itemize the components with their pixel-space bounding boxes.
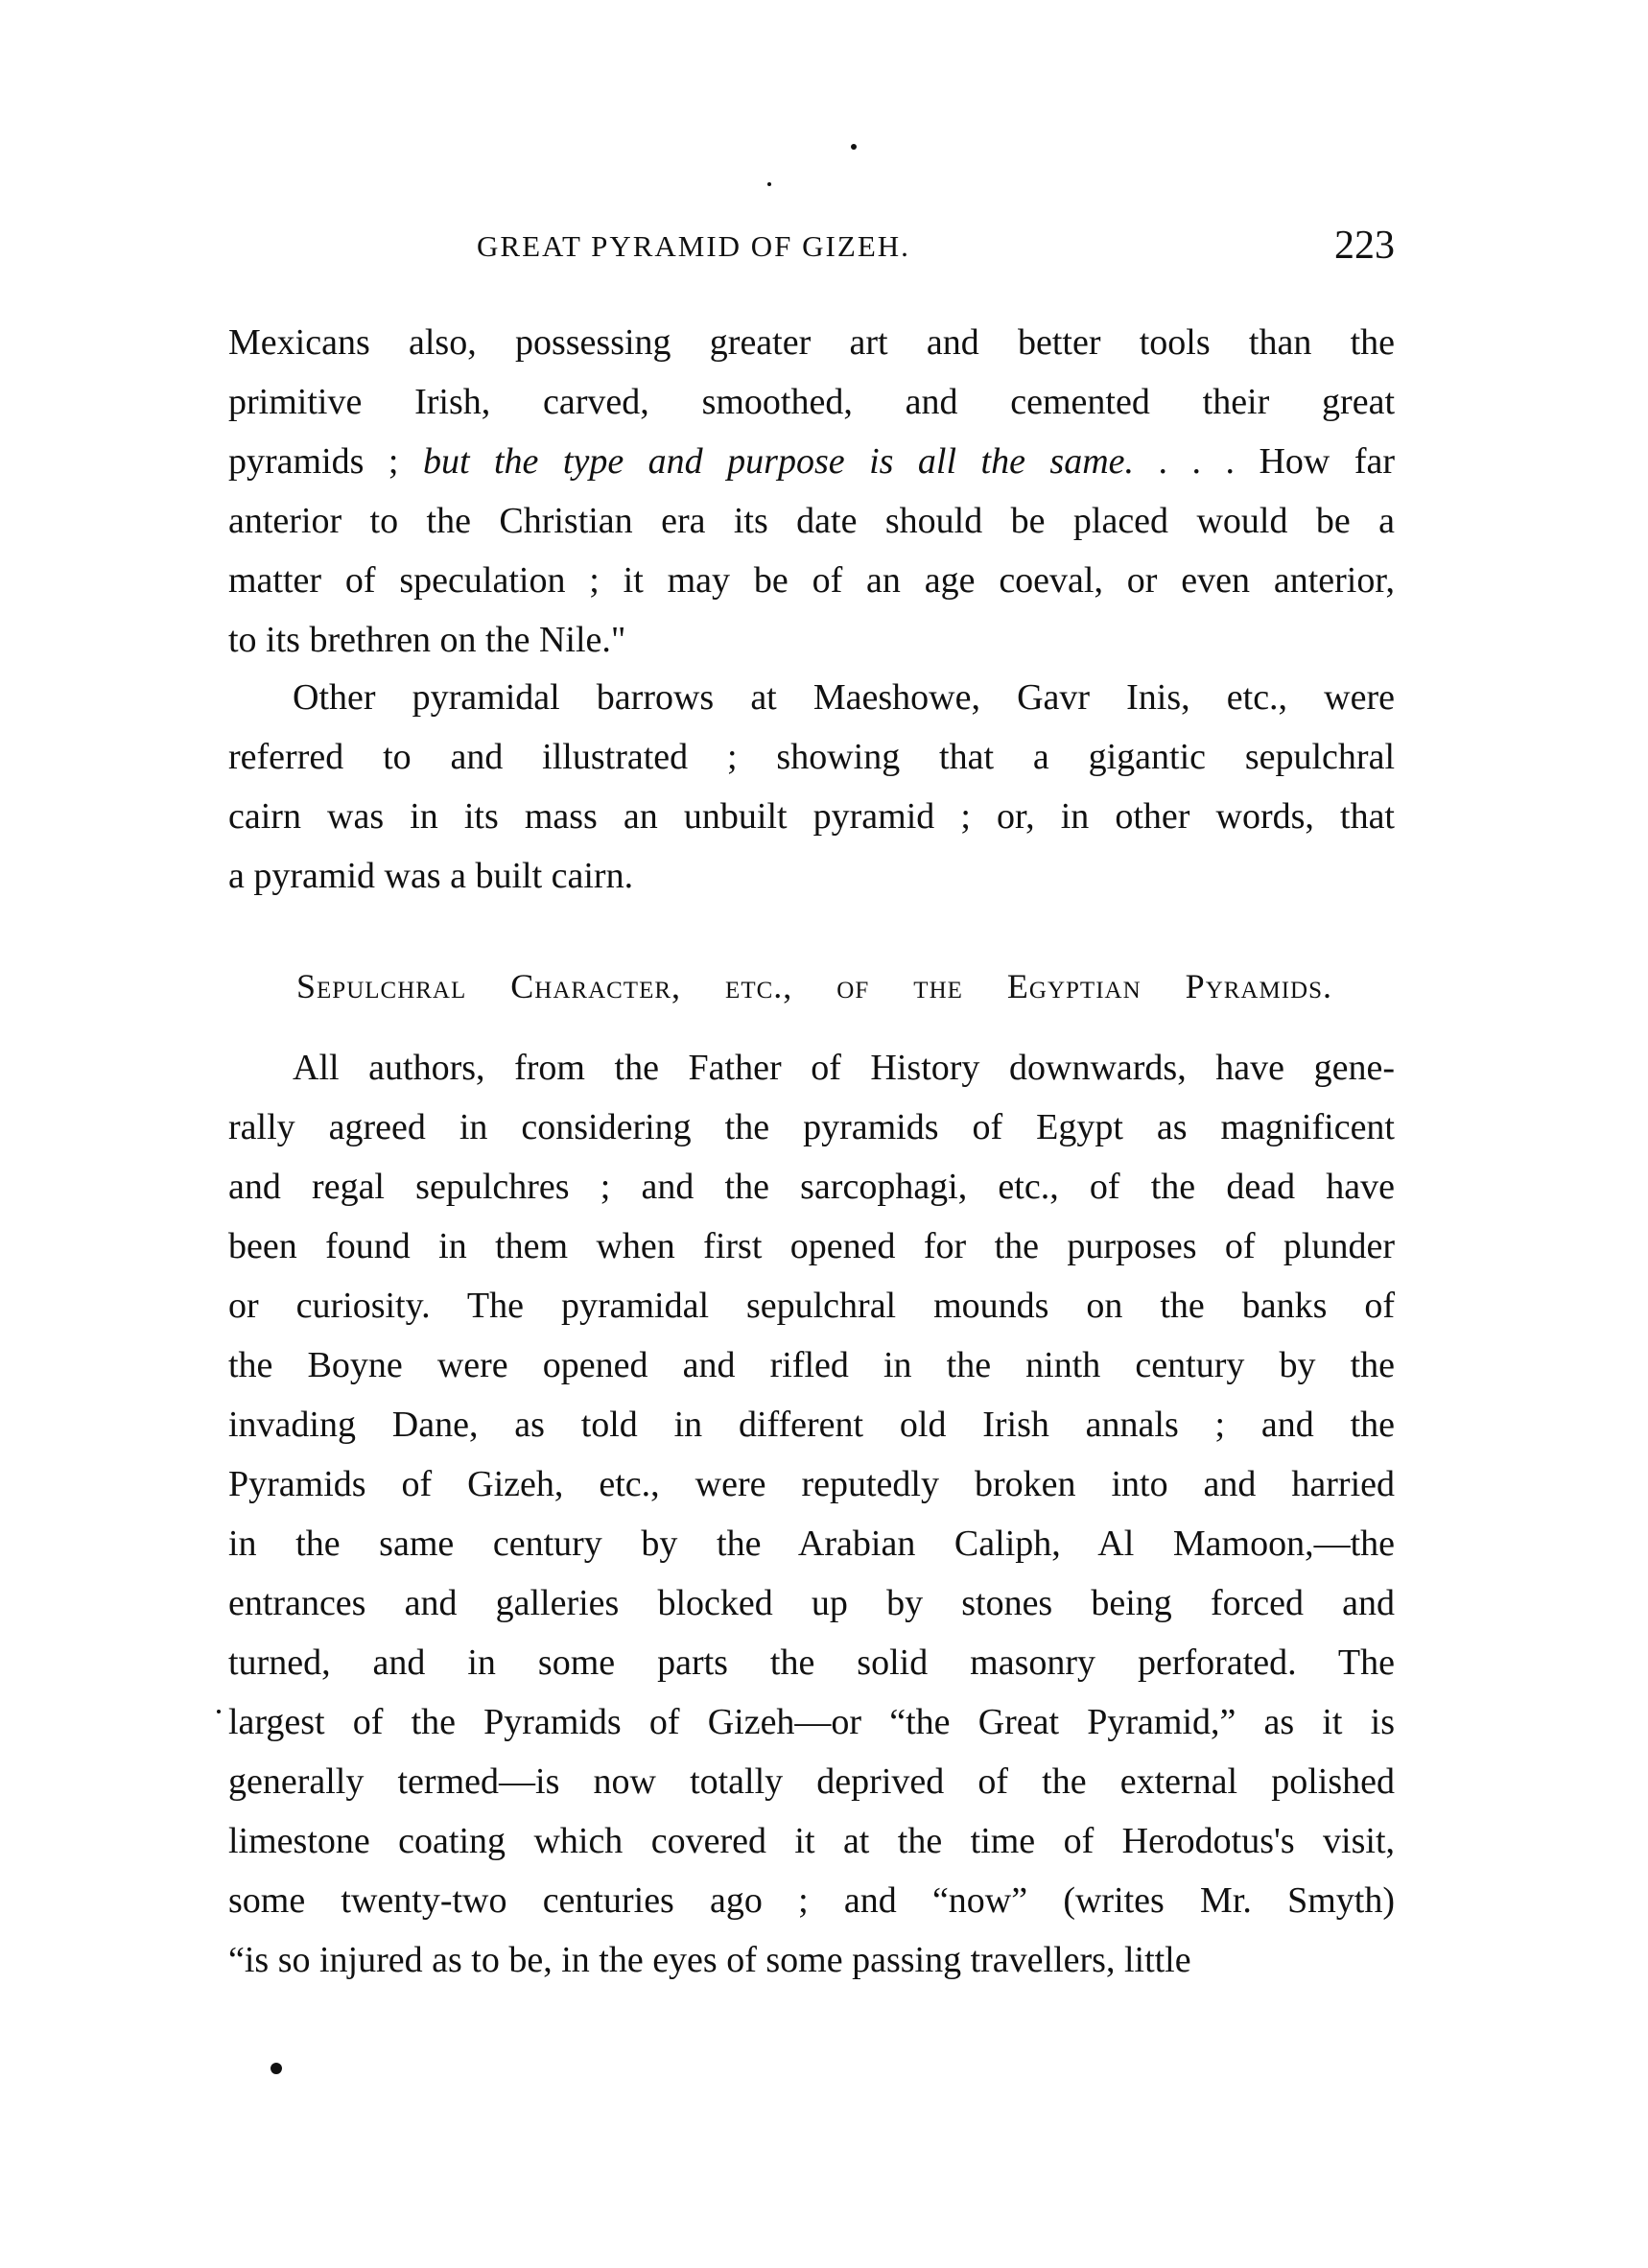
text-line [228,610,1395,670]
text-line [228,1573,1395,1633]
text-run: invading Dane, as told in different old Irish annals ; and the [228,1405,1395,1445]
text-line [228,1871,1395,1930]
ink-speck [217,1710,221,1713]
page-number: 223 [1334,224,1395,268]
text-line [228,1217,1395,1276]
text-run: in the same century by the Arabian Caliph, Al Mamoon,—the [228,1524,1395,1564]
text-line [228,372,1395,432]
text-run: Mexicans also, possessing greater art and better tools than the [228,322,1395,363]
text-run: limestone coating which covered it at the time of Herodotus's visit, [228,1821,1395,1861]
text-line [293,1038,1395,1098]
text-run: turned, and in some parts the solid masonry perforated. The [228,1642,1395,1683]
text-run: and regal sepulchres ; and the sarcophagi, etc., of the dead have [228,1167,1395,1207]
text-line [228,1276,1395,1335]
text-line [228,1157,1395,1217]
text-line [228,1930,1395,1990]
text-line [228,1692,1395,1752]
text-line [228,1811,1395,1871]
text-run: All authors, from the Father of History downwards, have gene- [293,1048,1395,1088]
text-run: been found in them when first opened for the purposes of plunder [228,1226,1395,1266]
text-line [228,1752,1395,1811]
text-run: to its brethren on the Nile." [228,620,626,660]
text-line [228,491,1395,551]
ink-speck [767,182,771,186]
text-run: generally termed—is now totally deprived of the external polished [228,1761,1395,1802]
text-run: entrances and galleries blocked up by stones being forced and [228,1583,1395,1623]
text-line [228,1335,1395,1395]
italic-text: but the type and purpose is all the same. [422,441,1135,482]
ink-speck [271,2063,282,2074]
text-line [228,727,1395,787]
text-line [228,432,1395,491]
text-run: Other pyramidal barrows at Maeshowe, Gavr Inis, etc., were [293,677,1395,718]
text-line [228,313,1395,372]
text-run: or curiosity. The pyramidal sepulchral mounds on the banks of [228,1286,1395,1326]
text-line [228,787,1395,846]
text-run: rally agreed in considering the pyramids of Egypt as magnificent [228,1107,1395,1147]
text-run: referred to and illustrated ; showing that a gigantic sepulchral [228,737,1395,777]
text-run: matter of speculation ; it may be of an age coeval, or even anterior, [228,560,1395,601]
text-line [228,1395,1395,1454]
text-line [228,551,1395,610]
running-title: GREAT PYRAMID OF GIZEH. [477,229,910,263]
text-run: pyramids ; [228,441,423,482]
section-heading: Sepulchral Character, etc., of the Egyptian Pyramids. [296,967,1332,1005]
text-run: primitive Irish, carved, smoothed, and cemented their great [228,382,1395,422]
text-run: some twenty-two centuries ago ; and “now” (writes Mr. Smyth) [228,1880,1395,1921]
text-run: anterior to the Christian era its date should be placed would be a [228,501,1395,541]
text-run: Pyramids of Gizeh, etc., were reputedly broken into and harried [228,1464,1395,1504]
text-line [228,846,1395,906]
text-line [228,1454,1395,1514]
text-run: a pyramid was a built cairn. [228,856,634,896]
ink-speck [851,144,857,150]
text-line [228,1633,1395,1692]
text-run: largest of the Pyramids of Gizeh—or “the Great Pyramid,” as it is [228,1702,1395,1742]
text-line [228,1514,1395,1573]
text-line [228,1098,1395,1157]
text-line [293,668,1395,727]
text-run: cairn was in its mass an unbuilt pyramid ; or, in other words, that [228,796,1395,837]
text-run: “is so injured as to be, in the eyes of some passing travellers, little [228,1940,1191,1980]
text-run: the Boyne were opened and rifled in the ninth century by the [228,1345,1395,1385]
text-run: . . . How far [1134,441,1395,482]
